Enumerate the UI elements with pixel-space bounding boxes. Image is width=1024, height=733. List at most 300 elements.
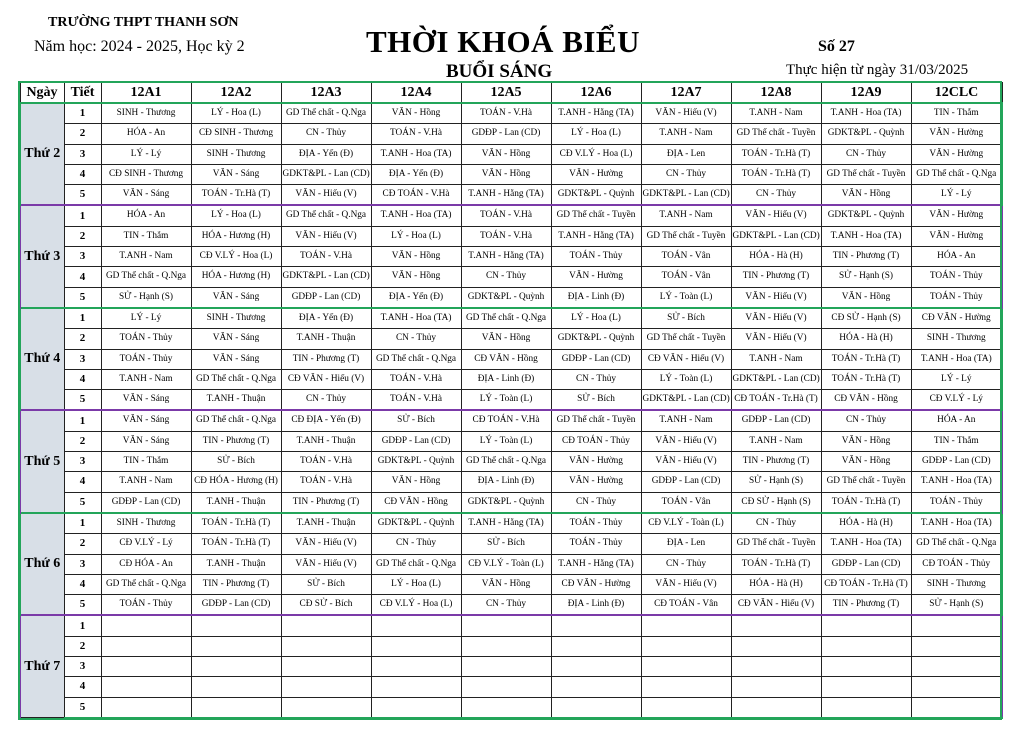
schedule-cell [551, 697, 641, 718]
schedule-cell: VĂN - Hiếu (V) [641, 431, 731, 451]
schedule-cell: VĂN - Hiếu (V) [641, 452, 731, 472]
schedule-cell: TIN - Thắm [911, 103, 1002, 124]
schedule-cell: VĂN - Sáng [191, 349, 281, 369]
schedule-cell: TIN - Thắm [911, 431, 1002, 451]
schedule-cell: GDĐP - Lan (CD) [191, 595, 281, 616]
schedule-cell: GDKT&PL - Quỳnh [821, 124, 911, 144]
schedule-cell: HÓA - Hà (H) [731, 574, 821, 594]
schedule-cell: GD Thể chất - Q.Nga [371, 349, 461, 369]
schedule-cell: SỬ - Hạnh (S) [821, 267, 911, 287]
schedule-cell: TIN - Phương (T) [281, 349, 371, 369]
day-group [20, 205, 1002, 307]
schedule-cell [911, 697, 1002, 718]
schedule-cell [281, 697, 371, 718]
col-header-class: 12A4 [371, 83, 461, 104]
schedule-cell: VĂN - Sáng [191, 329, 281, 349]
schedule-cell: SINH - Thương [911, 574, 1002, 594]
table-row [20, 554, 1002, 574]
schedule-cell: GDKT&PL - Quỳnh [371, 513, 461, 534]
schedule-cell: LÝ - Hoa (L) [551, 124, 641, 144]
schedule-cell: VĂN - Hường [911, 124, 1002, 144]
schedule-cell: TOÁN - Tr.Hà (T) [821, 369, 911, 389]
schedule-cell [191, 657, 281, 677]
schedule-cell: ĐỊA - Linh (Đ) [461, 369, 551, 389]
schedule-cell: VĂN - Hồng [821, 287, 911, 308]
schedule-cell: SINH - Thương [911, 329, 1002, 349]
schedule-cell: CĐ VĂN - Hiếu (V) [731, 595, 821, 616]
schedule-cell: GD Thể chất - Tuyền [731, 534, 821, 554]
schedule-cell: TOÁN - Thủy [551, 534, 641, 554]
schedule-cell [191, 636, 281, 656]
schedule-cell: SỬ - Bích [281, 574, 371, 594]
table-row [20, 677, 1002, 697]
period-number: 3 [64, 247, 101, 267]
schedule-cell [371, 636, 461, 656]
schedule-cell: T.ANH - Hoa (TA) [371, 205, 461, 226]
schedule-cell: CĐ TOÁN - Tr.Hà (T) [731, 390, 821, 411]
table-row [20, 226, 1002, 246]
table-row [20, 308, 1002, 329]
schedule-cell: TOÁN - V.Hà [281, 452, 371, 472]
schedule-cell: GDĐP - Lan (CD) [371, 431, 461, 451]
col-header-class: 12A3 [281, 83, 371, 104]
col-header-class: 12A7 [641, 83, 731, 104]
schedule-cell: T.ANH - Thuận [191, 390, 281, 411]
schedule-cell: GDKT&PL - Lan (CD) [731, 369, 821, 389]
period-number: 5 [64, 492, 101, 513]
table-row [20, 390, 1002, 411]
schedule-cell [731, 697, 821, 718]
school-year: Năm học: 2024 - 2025, Học kỳ 2 [34, 38, 245, 55]
table-row [20, 410, 1002, 431]
schedule-cell: TOÁN - Vân [641, 247, 731, 267]
schedule-cell: CN - Thủy [371, 329, 461, 349]
schedule-cell: HÓA - An [101, 124, 191, 144]
schedule-cell: T.ANH - Hằng (TA) [461, 247, 551, 267]
schedule-cell: SINH - Thương [101, 513, 191, 534]
period-number: 1 [64, 205, 101, 226]
schedule-cell: TIN - Phương (T) [821, 595, 911, 616]
schedule-cell: VĂN - Hồng [371, 103, 461, 124]
schedule-cell: TOÁN - Thủy [551, 513, 641, 534]
period-number: 1 [64, 513, 101, 534]
schedule-cell: CN - Thủy [731, 513, 821, 534]
table-row [20, 492, 1002, 513]
schedule-cell: HÓA - Hà (H) [821, 513, 911, 534]
schedule-cell: T.ANH - Nam [731, 103, 821, 124]
day-label: Thứ 3 [20, 205, 64, 307]
schedule-cell: GDKT&PL - Quỳnh [551, 185, 641, 206]
schedule-cell: GD Thể chất - Tuyền [641, 226, 731, 246]
schedule-cell: T.ANH - Thuận [281, 431, 371, 451]
schedule-cell: HÓA - Hà (H) [731, 247, 821, 267]
schedule-cell: ĐỊA - Yến (Đ) [281, 144, 371, 164]
schedule-cell: ĐỊA - Yến (Đ) [371, 164, 461, 184]
schedule-cell: CĐ TOÁN - V.Hà [461, 410, 551, 431]
schedule-cell: VĂN - Hường [551, 472, 641, 492]
schedule-cell [731, 615, 821, 636]
schedule-cell: SỬ - Hạnh (S) [911, 595, 1002, 616]
period-number: 1 [64, 308, 101, 329]
schedule-cell: GDKT&PL - Lan (CD) [641, 390, 731, 411]
schedule-cell: GDĐP - Lan (CD) [641, 472, 731, 492]
day-label: Thứ 4 [20, 308, 64, 410]
schedule-cell: GDKT&PL - Quỳnh [371, 452, 461, 472]
schedule-cell: CĐ VĂN - Hường [551, 574, 641, 594]
schedule-cell: CN - Thủy [551, 369, 641, 389]
schedule-cell: TOÁN - V.Hà [371, 390, 461, 411]
schedule-cell: CN - Thủy [821, 144, 911, 164]
schedule-cell: TOÁN - V.Hà [371, 124, 461, 144]
schedule-cell: T.ANH - Hằng (TA) [461, 185, 551, 206]
schedule-cell: TOÁN - Thủy [911, 287, 1002, 308]
schedule-cell: CĐ V.LÝ - Lý [911, 390, 1002, 411]
day-group [20, 513, 1002, 615]
schedule-cell: T.ANH - Hoa (TA) [821, 226, 911, 246]
schedule-cell: TOÁN - Vân [641, 492, 731, 513]
schedule-cell: VĂN - Hồng [821, 185, 911, 206]
schedule-cell: T.ANH - Hoa (TA) [371, 144, 461, 164]
table-row [20, 144, 1002, 164]
table-row [20, 369, 1002, 389]
schedule-cell: CN - Thủy [641, 164, 731, 184]
schedule-cell: GDKT&PL - Lan (CD) [281, 164, 371, 184]
schedule-cell: GD Thể chất - Q.Nga [461, 452, 551, 472]
schedule-cell: GD Thể chất - Q.Nga [191, 369, 281, 389]
table-row [20, 103, 1002, 124]
schedule-cell: CN - Thủy [821, 410, 911, 431]
schedule-cell: GD Thể chất - Q.Nga [101, 267, 191, 287]
schedule-cell [371, 697, 461, 718]
schedule-cell [281, 657, 371, 677]
col-header-class: 12CLC [911, 83, 1002, 104]
schedule-cell: T.ANH - Nam [641, 410, 731, 431]
schedule-cell: SINH - Thương [101, 103, 191, 124]
schedule-cell [551, 657, 641, 677]
schedule-cell: GDĐP - Lan (CD) [551, 349, 641, 369]
schedule-cell: CN - Thủy [551, 492, 641, 513]
schedule-cell [911, 615, 1002, 636]
schedule-cell: GD Thể chất - Q.Nga [191, 410, 281, 431]
schedule-cell [551, 615, 641, 636]
schedule-cell: GDĐP - Lan (CD) [461, 124, 551, 144]
schedule-cell: TOÁN - V.Hà [461, 103, 551, 124]
schedule-cell [371, 677, 461, 697]
schedule-cell: LÝ - Lý [911, 369, 1002, 389]
period-number: 5 [64, 697, 101, 718]
schedule-cell: CĐ TOÁN - V.Hà [371, 185, 461, 206]
period-number: 5 [64, 185, 101, 206]
schedule-cell: GD Thể chất - Q.Nga [281, 103, 371, 124]
day-label: Thứ 7 [20, 615, 64, 717]
schedule-cell: ĐỊA - Linh (Đ) [461, 472, 551, 492]
schedule-cell: LÝ - Hoa (L) [191, 103, 281, 124]
schedule-cell: T.ANH - Hằng (TA) [461, 513, 551, 534]
schedule-cell: TOÁN - Tr.Hà (T) [731, 144, 821, 164]
schedule-cell: T.ANH - Thuận [191, 492, 281, 513]
schedule-cell: TIN - Thắm [101, 226, 191, 246]
period-number: 2 [64, 431, 101, 451]
schedule-cell [461, 677, 551, 697]
schedule-cell: T.ANH - Nam [731, 431, 821, 451]
schedule-cell: GD Thể chất - Tuyền [551, 205, 641, 226]
schedule-cell: CĐ SINH - Thương [191, 124, 281, 144]
schedule-cell: T.ANH - Hoa (TA) [821, 534, 911, 554]
schedule-cell: CĐ SỬ - Hạnh (S) [731, 492, 821, 513]
schedule-cell: TIN - Phương (T) [731, 452, 821, 472]
schedule-cell: T.ANH - Nam [731, 349, 821, 369]
schedule-cell: LÝ - Hoa (L) [551, 308, 641, 329]
table-row [20, 452, 1002, 472]
schedule-cell: CN - Thủy [731, 185, 821, 206]
schedule-cell: TIN - Phương (T) [191, 431, 281, 451]
schedule-cell: GDKT&PL - Quỳnh [461, 492, 551, 513]
day-group [20, 615, 1002, 717]
schedule-cell: GDĐP - Lan (CD) [101, 492, 191, 513]
schedule-cell: TOÁN - Thủy [911, 267, 1002, 287]
schedule-cell: CĐ ĐỊA - Yến (Đ) [281, 410, 371, 431]
schedule-cell: CĐ V.LÝ - Hoa (L) [371, 595, 461, 616]
table-row [20, 329, 1002, 349]
schedule-cell: T.ANH - Thuận [281, 513, 371, 534]
table-row [20, 164, 1002, 184]
schedule-cell: GDKT&PL - Quỳnh [461, 287, 551, 308]
schedule-cell: TIN - Phương (T) [191, 574, 281, 594]
schedule-cell: VĂN - Hiếu (V) [281, 554, 371, 574]
schedule-cell: TOÁN - V.Hà [281, 472, 371, 492]
schedule-cell: LÝ - Toàn (L) [641, 287, 731, 308]
schedule-cell: T.ANH - Thuận [281, 329, 371, 349]
schedule-cell: VĂN - Hiếu (V) [641, 574, 731, 594]
schedule-cell: GDĐP - Lan (CD) [281, 287, 371, 308]
schedule-cell: TOÁN - V.Hà [281, 247, 371, 267]
period-number: 4 [64, 677, 101, 697]
schedule-cell: VĂN - Hiếu (V) [281, 226, 371, 246]
schedule-cell: LÝ - Hoa (L) [191, 205, 281, 226]
schedule-cell: T.ANH - Hoa (TA) [371, 308, 461, 329]
day-label: Thứ 5 [20, 410, 64, 512]
schedule-cell: TOÁN - Tr.Hà (T) [731, 554, 821, 574]
schedule-cell: ĐỊA - Linh (Đ) [551, 287, 641, 308]
school-name: TRƯỜNG THPT THANH SƠN [48, 15, 239, 30]
schedule-cell: CĐ V.LÝ - Lý [101, 534, 191, 554]
schedule-cell: VĂN - Hường [911, 226, 1002, 246]
schedule-cell: TOÁN - Tr.Hà (T) [191, 185, 281, 206]
schedule-cell: CĐ SINH - Thương [101, 164, 191, 184]
schedule-cell [101, 697, 191, 718]
schedule-cell [731, 636, 821, 656]
schedule-cell: T.ANH - Nam [101, 369, 191, 389]
schedule-cell: SỬ - Hạnh (S) [731, 472, 821, 492]
schedule-cell: CĐ VĂN - Hiếu (V) [641, 349, 731, 369]
schedule-cell: GDKT&PL - Lan (CD) [281, 267, 371, 287]
schedule-cell: ĐỊA - Len [641, 144, 731, 164]
schedule-cell: VĂN - Hường [551, 267, 641, 287]
schedule-cell: GD Thể chất - Tuyền [821, 164, 911, 184]
col-header-class: 12A5 [461, 83, 551, 104]
col-header-day: Ngày [20, 83, 64, 104]
schedule-cell: CĐ V.LÝ - Toàn (L) [641, 513, 731, 534]
schedule-cell: TOÁN - Vân [641, 267, 731, 287]
table-row [20, 595, 1002, 616]
schedule-cell [641, 697, 731, 718]
schedule-cell: CĐ V.LÝ - Toàn (L) [461, 554, 551, 574]
period-number: 4 [64, 369, 101, 389]
schedule-cell: HÓA - An [911, 410, 1002, 431]
schedule-cell [191, 615, 281, 636]
col-header-class: 12A1 [101, 83, 191, 104]
schedule-cell: VĂN - Hiếu (V) [731, 329, 821, 349]
schedule-cell: TIN - Phương (T) [731, 267, 821, 287]
schedule-cell: TIN - Phương (T) [281, 492, 371, 513]
schedule-cell: VĂN - Hường [911, 144, 1002, 164]
schedule-cell: CĐ VĂN - Hồng [461, 349, 551, 369]
schedule-cell: T.ANH - Thuận [191, 554, 281, 574]
schedule-cell: GD Thể chất - Tuyền [641, 329, 731, 349]
schedule-cell: VĂN - Hồng [461, 574, 551, 594]
schedule-cell: VĂN - Sáng [101, 185, 191, 206]
period-number: 4 [64, 472, 101, 492]
period-number: 4 [64, 164, 101, 184]
schedule-cell: VĂN - Hồng [371, 267, 461, 287]
schedule-cell: VĂN - Hiếu (V) [281, 185, 371, 206]
schedule-cell: HÓA - Hương (H) [191, 267, 281, 287]
schedule-cell: LÝ - Hoa (L) [371, 226, 461, 246]
schedule-cell [101, 657, 191, 677]
schedule-cell: HÓA - An [101, 205, 191, 226]
col-header-class: 12A6 [551, 83, 641, 104]
schedule-cell [551, 636, 641, 656]
schedule-cell: SỬ - Bích [461, 534, 551, 554]
schedule-cell: ĐỊA - Yến (Đ) [371, 287, 461, 308]
schedule-cell: VĂN - Sáng [101, 431, 191, 451]
schedule-cell: TOÁN - Tr.Hà (T) [731, 164, 821, 184]
day-group [20, 410, 1002, 512]
schedule-cell [191, 697, 281, 718]
schedule-cell: T.ANH - Hoa (TA) [911, 513, 1002, 534]
table-row [20, 472, 1002, 492]
schedule-cell: VĂN - Hồng [371, 472, 461, 492]
schedule-cell: GD Thể chất - Q.Nga [371, 554, 461, 574]
schedule-cell [641, 636, 731, 656]
schedule-cell [461, 636, 551, 656]
schedule-cell: VĂN - Hường [911, 205, 1002, 226]
schedule-cell: VĂN - Hồng [461, 164, 551, 184]
schedule-cell: VĂN - Hiếu (V) [731, 205, 821, 226]
day-label: Thứ 2 [20, 103, 64, 205]
period-number: 5 [64, 390, 101, 411]
schedule-cell: SINH - Thương [191, 308, 281, 329]
table-row [20, 185, 1002, 206]
schedule-cell: ĐỊA - Linh (Đ) [551, 595, 641, 616]
col-header-class: 12A2 [191, 83, 281, 104]
schedule-cell: CĐ TOÁN - Tr.Hà (T) [821, 574, 911, 594]
schedule-cell: VĂN - Hồng [461, 144, 551, 164]
period-number: 1 [64, 410, 101, 431]
schedule-cell [821, 657, 911, 677]
table-row [20, 124, 1002, 144]
period-number: 4 [64, 267, 101, 287]
schedule-cell: T.ANH - Nam [101, 472, 191, 492]
schedule-cell: CĐ V.LÝ - Hoa (L) [191, 247, 281, 267]
schedule-cell: VĂN - Hồng [821, 431, 911, 451]
schedule-cell [911, 636, 1002, 656]
schedule-cell [551, 677, 641, 697]
schedule-cell: TOÁN - Thủy [101, 595, 191, 616]
schedule-cell: VĂN - Hồng [371, 247, 461, 267]
period-number: 4 [64, 574, 101, 594]
schedule-cell [281, 615, 371, 636]
schedule-cell: SỬ - Bích [641, 308, 731, 329]
table-row [20, 513, 1002, 534]
schedule-cell: GD Thể chất - Q.Nga [101, 574, 191, 594]
table-row [20, 431, 1002, 451]
schedule-cell [101, 636, 191, 656]
schedule-cell [461, 615, 551, 636]
table-row [20, 247, 1002, 267]
schedule-cell: GDĐP - Lan (CD) [731, 410, 821, 431]
table-row [20, 636, 1002, 656]
table-row [20, 205, 1002, 226]
schedule-cell: VĂN - Hiếu (V) [281, 534, 371, 554]
day-group [20, 308, 1002, 410]
schedule-cell: TOÁN - Thủy [551, 247, 641, 267]
schedule-cell: ĐỊA - Len [641, 534, 731, 554]
period-number: 5 [64, 595, 101, 616]
col-header-class: 12A8 [731, 83, 821, 104]
period-number: 2 [64, 226, 101, 246]
schedule-cell: VĂN - Hồng [821, 452, 911, 472]
schedule-cell: VĂN - Sáng [101, 410, 191, 431]
schedule-cell: SINH - Thương [191, 144, 281, 164]
table-row [20, 615, 1002, 636]
schedule-cell: T.ANH - Hằng (TA) [551, 226, 641, 246]
schedule-cell: GDKT&PL - Quỳnh [821, 205, 911, 226]
timetable-container [19, 82, 1001, 719]
schedule-cell [371, 657, 461, 677]
schedule-cell: SỬ - Bích [371, 410, 461, 431]
schedule-cell: VĂN - Sáng [191, 164, 281, 184]
schedule-cell: T.ANH - Nam [101, 247, 191, 267]
period-number: 1 [64, 103, 101, 124]
schedule-cell: CĐ VĂN - Hiếu (V) [281, 369, 371, 389]
col-header-class: 12A9 [821, 83, 911, 104]
schedule-cell: TOÁN - Tr.Hà (T) [191, 534, 281, 554]
schedule-cell: VĂN - Hường [551, 452, 641, 472]
table-row [20, 287, 1002, 308]
schedule-cell: GD Thể chất - Q.Nga [911, 164, 1002, 184]
schedule-cell: LÝ - Lý [911, 185, 1002, 206]
col-header-period: Tiết [64, 83, 101, 104]
schedule-cell [461, 697, 551, 718]
schedule-cell: CĐ TOÁN - Thủy [911, 554, 1002, 574]
schedule-cell: HÓA - Hương (H) [191, 226, 281, 246]
schedule-cell: VĂN - Hiếu (V) [731, 308, 821, 329]
schedule-cell: GDKT&PL - Quỳnh [551, 329, 641, 349]
schedule-cell: CN - Thủy [461, 267, 551, 287]
schedule-cell: VĂN - Hường [551, 164, 641, 184]
period-number: 5 [64, 287, 101, 308]
schedule-cell: GDĐP - Lan (CD) [821, 554, 911, 574]
schedule-cell: TOÁN - V.Hà [461, 205, 551, 226]
schedule-cell: HÓA - Hà (H) [821, 329, 911, 349]
schedule-cell: CĐ SỬ - Bích [281, 595, 371, 616]
schedule-cell: CN - Thủy [461, 595, 551, 616]
header-row [20, 83, 1002, 104]
schedule-cell: LÝ - Toàn (L) [461, 431, 551, 451]
schedule-cell: CĐ TOÁN - Thủy [551, 431, 641, 451]
schedule-cell [641, 615, 731, 636]
